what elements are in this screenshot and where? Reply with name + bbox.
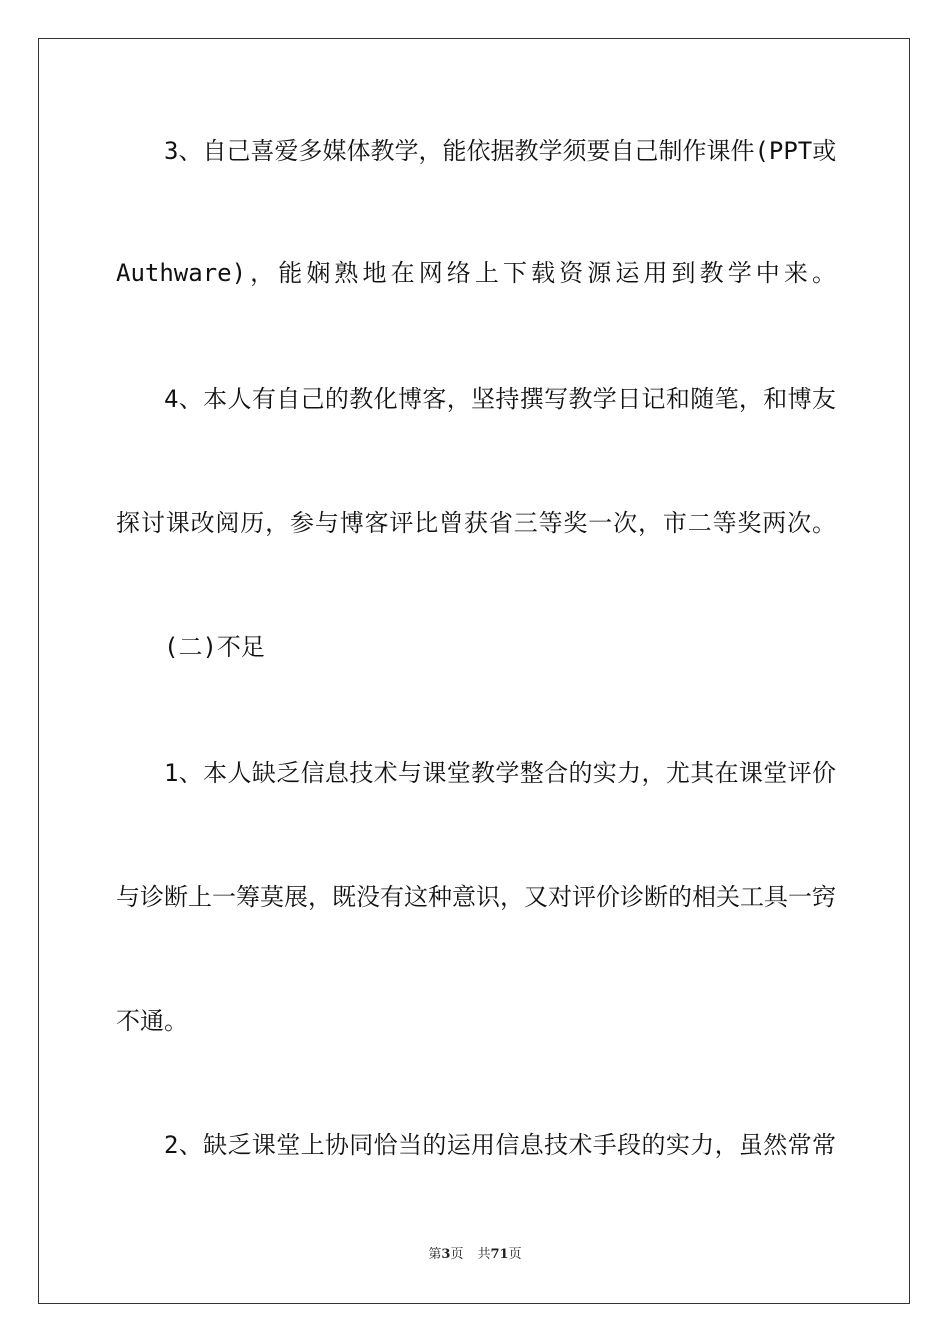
paragraph-line-9: 2、缺乏课堂上协同恰当的运用信息技术手段的实力，虽然常常 [164, 1131, 836, 1159]
paragraph-line-8: 不通。 [116, 1007, 188, 1035]
footer-page-suffix: 页 [450, 1247, 464, 1262]
paragraph-line-4: 探讨课改阅历，参与博客评比曾获省三等奖一次，市二等奖两次。 [116, 509, 836, 537]
footer-page-prefix: 第 [428, 1247, 442, 1262]
paragraph-line-7: 与诊断上一筹莫展，既没有这种意识，又对评价诊断的相关工具一窍 [116, 883, 836, 911]
paragraph-line-3: 4、本人有自己的教化博客，坚持撰写教学日记和随笔，和博友 [164, 385, 836, 413]
footer-total-prefix: 共 [477, 1247, 491, 1262]
paragraph-line-1: 3、自己喜爱多媒体教学，能依据教学须要自己制作课件(PPT或 [164, 137, 836, 165]
page-footer [0, 1246, 950, 1264]
footer-page-number: 3 [441, 1247, 451, 1262]
paragraph-line-2: Authware)，能娴熟地在网络上下载资源运用到教学中来。 [116, 259, 836, 287]
paragraph-line-6: 1、本人缺乏信息技术与课堂教学整合的实力，尤其在课堂评价 [164, 759, 836, 787]
section-heading: (二)不足 [164, 633, 265, 661]
page-border [38, 38, 910, 1304]
footer-total-pages: 71 [490, 1247, 509, 1262]
footer-total-suffix: 页 [508, 1247, 522, 1262]
